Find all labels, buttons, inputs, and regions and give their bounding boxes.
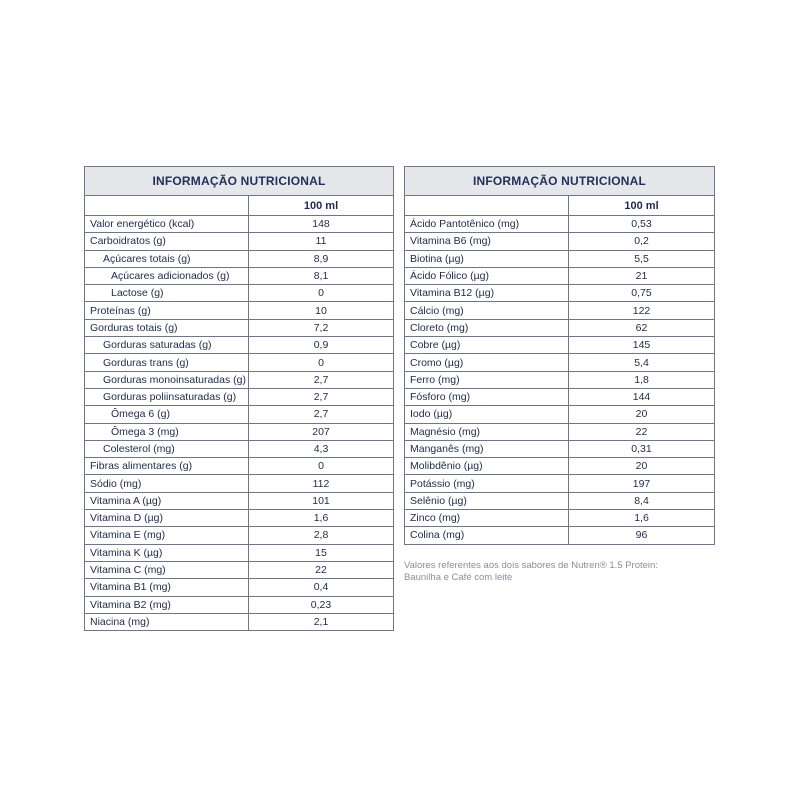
nutrient-label: Iodo (µg) <box>405 406 569 423</box>
table-body <box>85 216 394 631</box>
nutrient-value: 101 <box>249 492 394 509</box>
nutrient-value: 0,2 <box>569 233 715 250</box>
table-row <box>85 579 394 596</box>
footnote <box>404 560 714 584</box>
nutrient-label: Cálcio (mg) <box>405 302 569 319</box>
header-empty-cell <box>85 196 249 216</box>
nutrient-value: 8,4 <box>569 492 715 509</box>
nutrient-label: Carboidratos (g) <box>85 233 249 250</box>
nutrient-label: Açúcares totais (g) <box>85 250 249 267</box>
nutrient-value: 11 <box>249 233 394 250</box>
table-row <box>85 458 394 475</box>
table-row <box>405 354 715 371</box>
table-row <box>85 216 394 233</box>
table-row <box>85 596 394 613</box>
table-row <box>405 267 715 284</box>
table-row <box>405 492 715 509</box>
nutrient-label: Fibras alimentares (g) <box>85 458 249 475</box>
nutrient-value: 2,7 <box>249 388 394 405</box>
nutrient-label: Vitamina K (µg) <box>85 544 249 561</box>
nutrient-value: 112 <box>249 475 394 492</box>
table-row <box>85 406 394 423</box>
nutrient-value: 0,53 <box>569 216 715 233</box>
header-empty-cell <box>405 196 569 216</box>
nutrient-value: 20 <box>569 458 715 475</box>
table-row <box>405 233 715 250</box>
table-row <box>85 440 394 457</box>
nutrient-label: Açúcares adicionados (g) <box>85 267 249 284</box>
table-row <box>405 388 715 405</box>
table-row <box>405 285 715 302</box>
nutrient-value: 7,2 <box>249 319 394 336</box>
nutrient-value: 0 <box>249 354 394 371</box>
table-row <box>405 371 715 388</box>
nutrient-value: 145 <box>569 337 715 354</box>
table-row <box>85 337 394 354</box>
table-row <box>85 354 394 371</box>
nutrient-value: 20 <box>569 406 715 423</box>
table-title: INFORMAÇÃO NUTRICIONAL <box>85 167 394 196</box>
nutrient-label: Vitamina A (µg) <box>85 492 249 509</box>
table-row <box>85 613 394 630</box>
table-row <box>85 388 394 405</box>
nutrient-value: 207 <box>249 423 394 440</box>
nutrient-value: 0,9 <box>249 337 394 354</box>
table-row <box>405 250 715 267</box>
nutrient-label: Sódio (mg) <box>85 475 249 492</box>
nutrient-value: 62 <box>569 319 715 336</box>
nutrient-label: Proteínas (g) <box>85 302 249 319</box>
nutrient-value: 4,3 <box>249 440 394 457</box>
nutrient-label: Manganês (mg) <box>405 440 569 457</box>
table-title: INFORMAÇÃO NUTRICIONAL <box>405 167 715 196</box>
nutrient-label: Vitamina B2 (mg) <box>85 596 249 613</box>
table-row <box>85 527 394 544</box>
nutrient-label: Colina (mg) <box>405 527 569 544</box>
table-row <box>85 423 394 440</box>
nutrient-label: Biotina (µg) <box>405 250 569 267</box>
column-header-100ml: 100 ml <box>249 196 394 216</box>
nutrient-value: 5,4 <box>569 354 715 371</box>
nutrient-label: Potássio (mg) <box>405 475 569 492</box>
nutrient-label: Molibdênio (µg) <box>405 458 569 475</box>
nutrient-value: 10 <box>249 302 394 319</box>
table-row <box>85 510 394 527</box>
table-row <box>405 440 715 457</box>
table-row <box>405 216 715 233</box>
table-body <box>405 216 715 545</box>
table-row <box>405 458 715 475</box>
table-row <box>85 250 394 267</box>
nutrient-label: Zinco (mg) <box>405 510 569 527</box>
nutrient-label: Lactose (g) <box>85 285 249 302</box>
footnote-line-1: Valores referentes aos dois sabores de Nutren® 1.5 Protein: <box>404 560 658 571</box>
table-row <box>405 406 715 423</box>
table-row <box>85 371 394 388</box>
table-row <box>405 475 715 492</box>
table-row <box>405 527 715 544</box>
nutrient-value: 96 <box>569 527 715 544</box>
table-row <box>85 319 394 336</box>
nutrient-value: 21 <box>569 267 715 284</box>
nutrient-value: 2,8 <box>249 527 394 544</box>
nutrient-label: Gorduras monoinsaturadas (g) <box>85 371 249 388</box>
nutrient-value: 5,5 <box>569 250 715 267</box>
table-row <box>405 510 715 527</box>
nutrient-value: 2,7 <box>249 371 394 388</box>
nutrient-value: 2,1 <box>249 613 394 630</box>
nutrient-label: Ômega 3 (mg) <box>85 423 249 440</box>
nutrient-label: Valor energético (kcal) <box>85 216 249 233</box>
nutrient-label: Ácido Pantotênico (mg) <box>405 216 569 233</box>
nutrient-label: Vitamina E (mg) <box>85 527 249 544</box>
table-row <box>85 492 394 509</box>
nutrition-table-left <box>84 166 394 631</box>
nutrient-value: 1,6 <box>569 510 715 527</box>
footnote-line-2: Baunilha e Café com leite <box>404 572 513 583</box>
nutrient-value: 0,31 <box>569 440 715 457</box>
nutrient-label: Ferro (mg) <box>405 371 569 388</box>
nutrient-label: Gorduras saturadas (g) <box>85 337 249 354</box>
table-row <box>85 302 394 319</box>
nutrient-value: 0,4 <box>249 579 394 596</box>
nutrient-value: 22 <box>249 561 394 578</box>
nutrient-value: 8,1 <box>249 267 394 284</box>
table-row <box>405 423 715 440</box>
nutrient-label: Vitamina B12 (µg) <box>405 285 569 302</box>
nutrient-label: Ômega 6 (g) <box>85 406 249 423</box>
table-row <box>85 285 394 302</box>
column-header-100ml: 100 ml <box>569 196 715 216</box>
table-row <box>405 337 715 354</box>
table-row <box>85 233 394 250</box>
nutrient-value: 2,7 <box>249 406 394 423</box>
nutrition-table-right <box>404 166 715 545</box>
nutrient-value: 197 <box>569 475 715 492</box>
nutrient-label: Vitamina D (µg) <box>85 510 249 527</box>
nutrient-label: Niacina (mg) <box>85 613 249 630</box>
nutrient-label: Gorduras poliinsaturadas (g) <box>85 388 249 405</box>
nutrient-label: Fósforo (mg) <box>405 388 569 405</box>
nutrient-label: Cromo (µg) <box>405 354 569 371</box>
nutrient-value: 0,75 <box>569 285 715 302</box>
nutrient-label: Vitamina B6 (mg) <box>405 233 569 250</box>
nutrient-label: Vitamina B1 (mg) <box>85 579 249 596</box>
nutrient-value: 0 <box>249 285 394 302</box>
nutrient-label: Vitamina C (mg) <box>85 561 249 578</box>
table-row <box>85 267 394 284</box>
nutrient-value: 1,6 <box>249 510 394 527</box>
table-row <box>85 475 394 492</box>
nutrient-value: 1,8 <box>569 371 715 388</box>
nutrient-value: 22 <box>569 423 715 440</box>
nutrient-label: Cloreto (mg) <box>405 319 569 336</box>
nutrient-label: Selênio (µg) <box>405 492 569 509</box>
nutrient-label: Ácido Fólico (µg) <box>405 267 569 284</box>
nutrient-value: 122 <box>569 302 715 319</box>
nutrient-value: 8,9 <box>249 250 394 267</box>
nutrient-label: Cobre (µg) <box>405 337 569 354</box>
nutrient-label: Colesterol (mg) <box>85 440 249 457</box>
table-row <box>405 319 715 336</box>
nutrient-label: Magnésio (mg) <box>405 423 569 440</box>
nutrient-value: 148 <box>249 216 394 233</box>
nutrient-label: Gorduras trans (g) <box>85 354 249 371</box>
nutrient-label: Gorduras totais (g) <box>85 319 249 336</box>
nutrient-value: 15 <box>249 544 394 561</box>
table-row <box>85 561 394 578</box>
nutrient-value: 144 <box>569 388 715 405</box>
nutrient-value: 0,23 <box>249 596 394 613</box>
table-row <box>85 544 394 561</box>
nutrient-value: 0 <box>249 458 394 475</box>
table-row <box>405 302 715 319</box>
